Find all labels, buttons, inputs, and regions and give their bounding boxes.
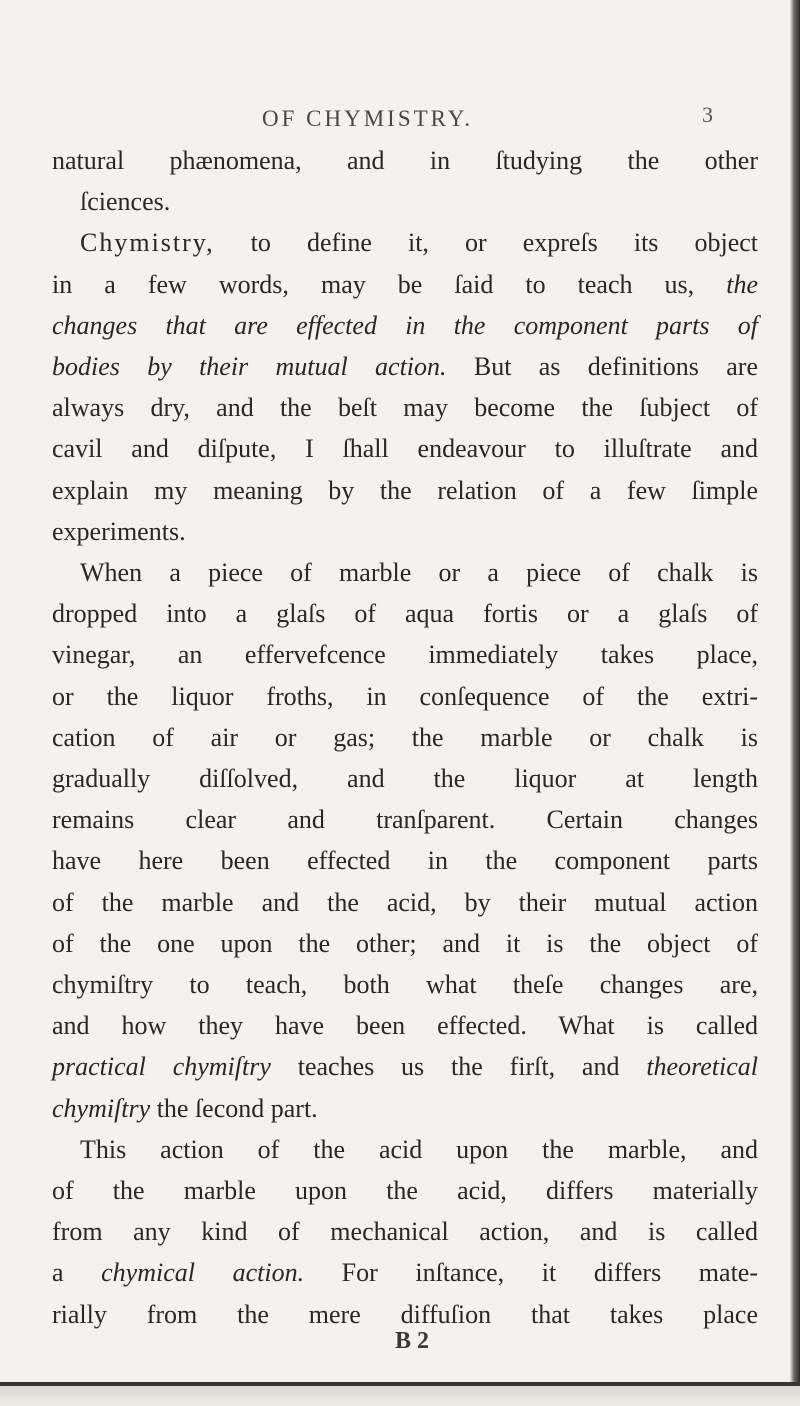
signature-mark: B 2 (395, 1328, 430, 1354)
body-text (52, 140, 758, 1335)
page-bottom-rule (0, 1382, 800, 1386)
page-bottom-shadow (0, 1386, 800, 1406)
text-line: cavil and diſpute, I ſhall endeavour to illuſtrate and (52, 434, 758, 464)
text-line: dropped into a glaſs of aqua fortis or a glaſs of (52, 599, 758, 629)
text-line: natural phænomena, and in ſtudying the other (52, 146, 758, 175)
text-line: always dry, and the beſt may become the ſubject of (52, 393, 758, 423)
italic-run: changes that are effected in the component parts of (52, 310, 758, 340)
text-line: ſciences. (80, 187, 171, 217)
text-run: a (52, 1258, 102, 1288)
text-line: rially from the mere diffuſion that takes place (52, 1299, 758, 1329)
text-line (52, 1088, 758, 1129)
italic-run: chymical action. (101, 1258, 305, 1288)
text-line (52, 1046, 758, 1087)
text-line (52, 305, 758, 346)
text-line (52, 1252, 758, 1293)
text-line: experiments. (52, 516, 186, 546)
text-line (52, 222, 758, 263)
text-line: chymiſtry to teach, both what theſe changes are, (52, 970, 758, 1000)
italic-run: bodies by their mutual action. (52, 352, 447, 382)
page-number: 3 (702, 102, 713, 127)
running-head: OF CHYMISTRY. (262, 106, 474, 131)
text-line: This action of the acid upon the marble, and (80, 1134, 758, 1164)
text-line: cation of air or gas; the marble or chalk is (52, 722, 758, 752)
text-line: of the one upon the other; and it is the object of (52, 928, 758, 958)
italic-run: the (726, 269, 758, 299)
text-line: remains clear and tranſparent. Certain changes (52, 805, 758, 835)
text-line (52, 346, 758, 387)
text-line: or the liquor froths, in conſequence of the extri- (52, 681, 758, 711)
text-line: of the marble upon the acid, differs materially (52, 1176, 758, 1206)
text-run: in a few words, may be ſaid to teach us, (52, 269, 727, 299)
text-line: vinegar, an effervefcence immediately takes place, (52, 640, 758, 670)
text-line: and how they have been effected. What is called (52, 1011, 758, 1041)
text-line (52, 264, 758, 305)
italic-run: chymiſtry (52, 1093, 151, 1123)
text-line: of the marble and the acid, by their mutual action (52, 887, 758, 917)
italic-run: practical chymiſtry (52, 1052, 271, 1082)
text-line: from any kind of mechanical action, and is called (52, 1217, 758, 1247)
text-line: have here been effected in the component parts (52, 846, 758, 876)
text-run: But as definitions are (446, 352, 758, 382)
text-line: When a piece of marble or a piece of chalk is (80, 558, 758, 588)
text-run: For inſtance, it differs mate- (304, 1258, 758, 1288)
italic-run: theoretical (646, 1052, 758, 1082)
text-run: the ſecond part. (150, 1093, 318, 1123)
text-run: to define it, or expreſs its object (214, 228, 758, 258)
text-line: gradually diſſolved, and the liquor at length (52, 764, 758, 794)
small-caps-term: Chymistry, (80, 228, 215, 258)
page-header (0, 104, 800, 144)
text-line: explain my meaning by the relation of a few ſimple (52, 475, 758, 505)
page-edge (790, 0, 800, 1406)
text-run: teaches us the firſt, and (270, 1052, 647, 1082)
